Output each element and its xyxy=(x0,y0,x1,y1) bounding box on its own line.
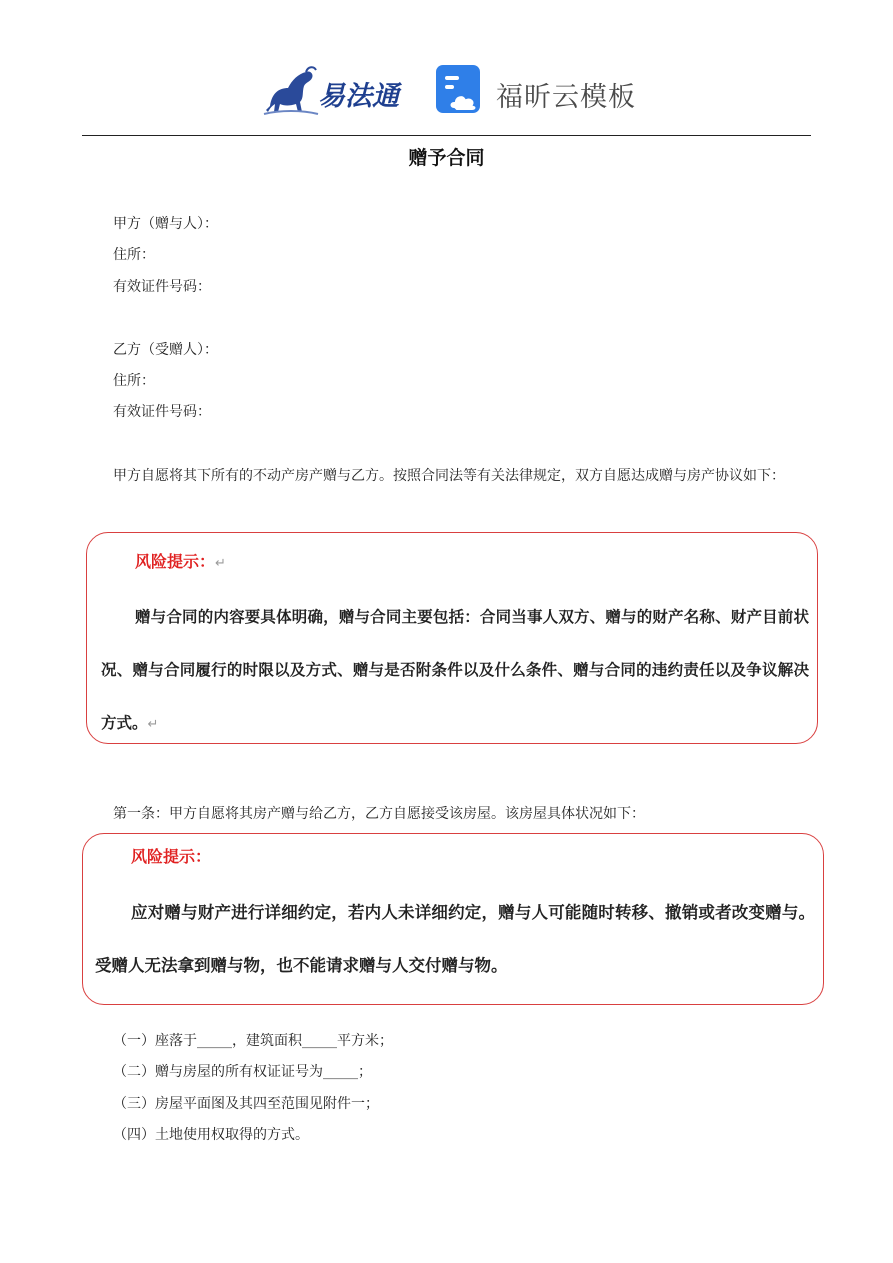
party-a-address-label: 住所： xyxy=(113,247,155,263)
risk-notice-heading: 风险提示： xyxy=(131,847,212,866)
party-b-name-label: 乙方（受赠人）： xyxy=(113,342,218,358)
risk-notice-body: 应对赠与财产进行详细约定，若内人未详细约定，赠与人可能随时转移、撤销或者改变赠与。受赠人无法拿到赠与物，也不能请求赠与人交付赠与物。 xyxy=(95,903,815,975)
party-b-address-label: 住所： xyxy=(113,373,155,389)
paragraph-mark-icon: ↵ xyxy=(147,717,159,732)
header xyxy=(0,58,893,124)
header-divider xyxy=(82,135,811,136)
party-a-name-label: 甲方（赠与人）： xyxy=(113,216,218,232)
party-a-id-label: 有效证件号码： xyxy=(113,279,211,295)
article-1-text: 第一条：甲方自愿将其房产赠与给乙方，乙方自愿接受该房屋。该房屋具体状况如下： xyxy=(113,806,645,822)
risk-notice-body: 赠与合同的内容要具体明确，赠与合同主要包括：合同当事人双方、赠与的财产名称、财产目前状况、赠与合同履行的时限以及方式、赠与是否附条件以及什么条件、赠与合同的违约责任以及争议解决方式。↵ xyxy=(101,608,809,732)
document-title: 赠予合同 xyxy=(408,147,485,169)
risk-notice-heading: 风险提示：↵ xyxy=(135,552,226,571)
risk-notice-box xyxy=(82,833,824,1005)
horse-logo-icon xyxy=(262,62,320,118)
property-item: （二）赠与房屋的所有权证证号为_____； xyxy=(113,1064,372,1080)
risk-notice-box xyxy=(86,532,818,744)
property-item: （四）土地使用权取得的方式。 xyxy=(113,1127,309,1143)
cloud-document-icon xyxy=(436,65,484,115)
yifatong-name: 易法通 xyxy=(318,81,399,112)
intro-paragraph: 甲方自愿将其下所有的不动产房产赠与乙方。按照合同法等有关法律规定，双方自愿达成赠与房产协议如下： xyxy=(113,468,785,484)
fuxin-name: 福昕云模板 xyxy=(496,82,636,113)
paragraph-mark-icon: ↵ xyxy=(215,556,226,571)
yifatong-logo xyxy=(262,62,412,118)
party-b-id-label: 有效证件号码： xyxy=(113,404,211,420)
property-item: （一）座落于_____，建筑面积_____平方米； xyxy=(113,1033,393,1049)
property-item: （三）房屋平面图及其四至范围见附件一； xyxy=(113,1096,379,1112)
fuxin-logo xyxy=(436,65,646,117)
